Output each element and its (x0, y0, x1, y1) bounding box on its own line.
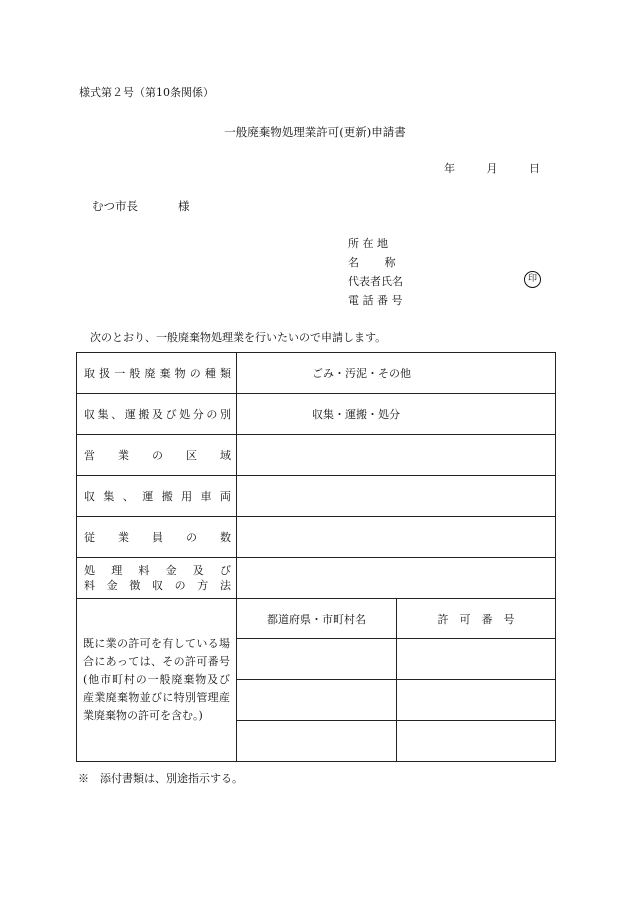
prefecture-header: 都道府県・市町村名 (267, 612, 366, 626)
attachment-note: ※ 添付書類は、別途指示する。 (78, 772, 243, 785)
area-label-cell (77, 435, 237, 476)
date-year: 年 (444, 162, 455, 175)
existing-permit-label-cell (77, 599, 237, 762)
vehicles-label: 収 集 、 運 搬 用 車 両 (84, 490, 231, 503)
date-day: 日 (529, 162, 540, 175)
applicant-phone-label: 電 話 番 号 (348, 294, 403, 307)
permit-number-cell[interactable] (397, 680, 556, 721)
intro-text: 次のとおり、一般廃棄物処理業を行いたいので申請します。 (90, 331, 387, 344)
prefecture-cell[interactable] (237, 639, 397, 680)
prefecture-header-cell (237, 599, 397, 639)
prefecture-cell[interactable] (237, 680, 397, 721)
waste-type-value: ごみ・汚泥・その他 (312, 367, 411, 380)
permit-number-cell[interactable] (397, 639, 556, 680)
waste-type-label-cell (77, 353, 237, 394)
vehicles-label-cell (77, 476, 237, 517)
seal-mark: 印 (524, 271, 541, 288)
area-label: 営 業 の 区 域 (84, 449, 231, 462)
business-type-label: 収 集 、 運 搬 及 び 処 分 の 別 (84, 408, 231, 421)
fee-label-line1: 処 理 料 金 及 び (84, 564, 231, 577)
applicant-block (348, 234, 403, 310)
permit-number-header: 許 可 番 号 (437, 612, 515, 626)
addressee (92, 198, 190, 214)
fee-value-cell[interactable] (237, 558, 556, 599)
prefecture-cell[interactable] (237, 721, 397, 762)
application-table (76, 352, 556, 762)
business-type-value: 収集・運搬・処分 (312, 408, 400, 421)
addressee-name: むつ市長 (92, 199, 138, 213)
applicant-representative-label: 代表者氏名 (348, 275, 403, 288)
permit-number-header-cell (397, 599, 556, 639)
business-type-value-cell[interactable] (237, 394, 556, 435)
date-month: 月 (486, 162, 498, 175)
business-type-label-cell (77, 394, 237, 435)
area-value-cell[interactable] (237, 435, 556, 476)
existing-permit-label: 既に業の許可を有している場合にあっては、その許可番号(他市町村の一般廃棄物及び産業廃棄物並びに特別管理産業廃棄物の許可を含む。) (83, 637, 230, 722)
vehicles-value-cell[interactable] (237, 476, 556, 517)
date-line (444, 160, 540, 176)
permit-number-cell[interactable] (397, 721, 556, 762)
applicant-address-label: 所 在 地 (348, 237, 388, 250)
fee-label-line2: 料 金 徴 収 の 方 法 (84, 579, 231, 592)
employees-value-cell[interactable] (237, 517, 556, 558)
document-title: 一般廃棄物処理業許可(更新)申請書 (224, 125, 406, 139)
employees-label: 従 業 員 の 数 (84, 531, 231, 544)
waste-type-value-cell[interactable] (237, 353, 556, 394)
employees-label-cell (77, 517, 237, 558)
form-number: 様式第２号（第10条関係） (79, 86, 214, 99)
fee-label-cell (77, 558, 237, 599)
waste-type-label: 取 扱 一 般 廃 棄 物 の 種 類 (84, 367, 231, 380)
addressee-honorific: 様 (178, 199, 190, 213)
applicant-name-label: 名 称 (348, 256, 396, 269)
